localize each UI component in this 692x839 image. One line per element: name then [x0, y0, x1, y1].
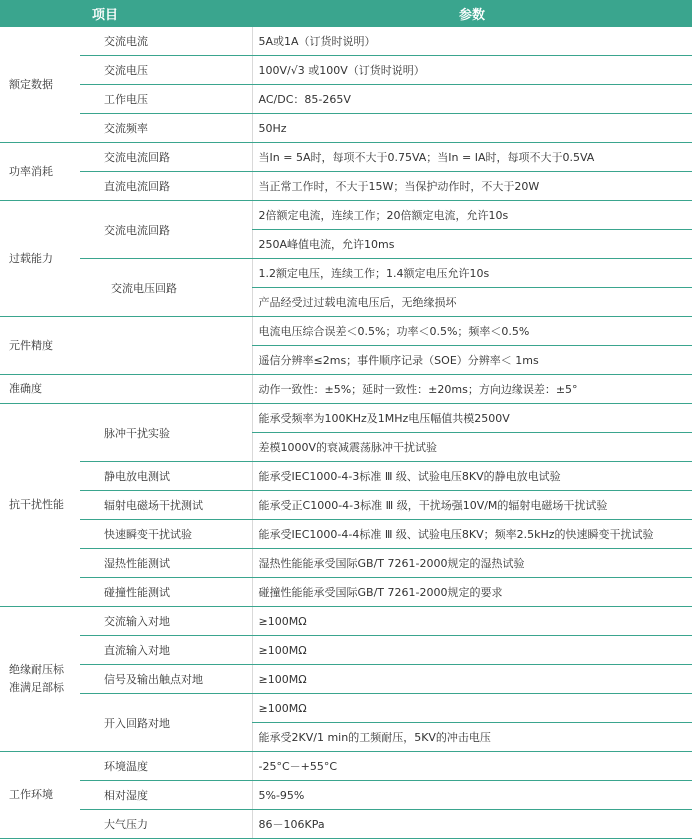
group-label: 工作环境: [0, 752, 80, 839]
table-row: [0, 85, 692, 114]
param-value: 5%-95%: [252, 781, 692, 810]
table-row: [0, 636, 692, 665]
group-label: 额定数据: [0, 27, 80, 143]
item-label: [80, 375, 252, 404]
param-value: 5A或1A（订货时说明）: [252, 27, 692, 56]
param-value: 湿热性能能承受国际GB/T 7261-2000规定的湿热试验: [252, 549, 692, 578]
param-value: 100V/√3 或100V（订货时说明）: [252, 56, 692, 85]
param-value: 遥信分辨率≤2ms；事件顺序记录（SOE）分辨率＜ 1ms: [252, 346, 692, 375]
table-row: [0, 810, 692, 839]
table-row: [0, 27, 692, 56]
item-label: 脉冲干扰实验: [80, 404, 252, 462]
param-value: 1.2额定电压，连续工作；1.4额定电压允许10s: [252, 259, 692, 288]
table-row: [0, 317, 692, 346]
item-label: 静电放电测试: [80, 462, 252, 491]
table-body: [0, 27, 692, 839]
table-row: [0, 665, 692, 694]
table-row: [0, 462, 692, 491]
item-label: 直流输入对地: [80, 636, 252, 665]
param-value: 碰撞性能能承受国际GB/T 7261-2000规定的要求: [252, 578, 692, 607]
param-value: AC/DC：85-265V: [252, 85, 692, 114]
table-row: [0, 375, 692, 404]
item-label: 交流电压: [80, 56, 252, 85]
table-row: [0, 491, 692, 520]
param-value: -25°C－+55°C: [252, 752, 692, 781]
item-label: 辐射电磁场干扰测试: [80, 491, 252, 520]
group-label: 功率消耗: [0, 143, 80, 201]
item-label: 快速瞬变干扰试验: [80, 520, 252, 549]
item-label: 交流电流: [80, 27, 252, 56]
table-row: [0, 172, 692, 201]
table-row: [0, 114, 692, 143]
table-row: [0, 694, 692, 723]
table-row: [0, 781, 692, 810]
item-label: 碰撞性能测试: [80, 578, 252, 607]
header-param: 参数: [252, 0, 692, 27]
item-label: 大气压力: [80, 810, 252, 839]
param-value: 动作一致性：±5%；延时一致性：±20ms；方向边缘误差：±5°: [252, 375, 692, 404]
item-label: 环境温度: [80, 752, 252, 781]
group-label: 过载能力: [0, 201, 80, 317]
table-row: [0, 578, 692, 607]
param-value: 2倍额定电流，连续工作；20倍额定电流，允许10s: [252, 201, 692, 230]
item-label: 开入回路对地: [80, 694, 252, 752]
table-row: [0, 259, 692, 288]
param-value: 产品经受过过载电流电压后，无绝缘损坏: [252, 288, 692, 317]
param-value: 电流电压综合误差＜0.5%；功率＜0.5%；频率＜0.5%: [252, 317, 692, 346]
table-row: [0, 607, 692, 636]
param-value: 能承受正C1000-4-3标准 Ⅲ 级，干扰场强10V/M的辐射电磁场干扰试验: [252, 491, 692, 520]
param-value: 当正常工作时，不大于15W；当保护动作时，不大于20W: [252, 172, 692, 201]
param-value: 能承受IEC1000-4-3标准 Ⅲ 级、试验电压8KV的静电放电试验: [252, 462, 692, 491]
param-value: 差模1000V的衰减震荡脉冲干扰试验: [252, 433, 692, 462]
table-row: [0, 752, 692, 781]
param-value: ≥100MΩ: [252, 694, 692, 723]
param-value: ≥100MΩ: [252, 636, 692, 665]
group-label: 绝缘耐压标 准满足部标: [0, 607, 80, 752]
param-value: 能承受IEC1000-4-4标准 Ⅲ 级、试验电压8KV；频率2.5kHz的快速瞬变干扰试验: [252, 520, 692, 549]
param-value: 能承受频率为100KHz及1MHz电压幅值共模2500V: [252, 404, 692, 433]
item-label: 交流频率: [80, 114, 252, 143]
param-value: ≥100MΩ: [252, 665, 692, 694]
table-row: [0, 404, 692, 433]
item-label: 交流电流回路: [80, 201, 252, 259]
table-row: [0, 520, 692, 549]
table-row: [0, 56, 692, 85]
item-label: 信号及输出触点对地: [80, 665, 252, 694]
param-value: ≥100MΩ: [252, 607, 692, 636]
item-label: 直流电流回路: [80, 172, 252, 201]
param-value: 250A峰值电流，允许10ms: [252, 230, 692, 259]
table-row: [0, 143, 692, 172]
group-label: 元件精度: [0, 317, 80, 375]
param-value: 50Hz: [252, 114, 692, 143]
table-row: [0, 201, 692, 230]
item-label: 工作电压: [80, 85, 252, 114]
item-label: 交流电流回路: [80, 143, 252, 172]
item-label: 交流输入对地: [80, 607, 252, 636]
group-label: 准确度: [0, 375, 80, 404]
header-item: 项目: [0, 0, 252, 27]
param-value: 能承受2KV/1 min的工频耐压，5KV的冲击电压: [252, 723, 692, 752]
table-row: [0, 549, 692, 578]
group-label: 抗干扰性能: [0, 404, 80, 607]
item-label: 湿热性能测试: [80, 549, 252, 578]
item-label: 交流电压回路: [80, 259, 252, 317]
item-label: 相对湿度: [80, 781, 252, 810]
table-header-row: [0, 0, 692, 27]
param-value: 86－106KPa: [252, 810, 692, 839]
item-label: [80, 317, 252, 375]
param-value: 当In = 5A时，每项不大于0.75VA；当In = IA时，每项不大于0.5VA: [252, 143, 692, 172]
